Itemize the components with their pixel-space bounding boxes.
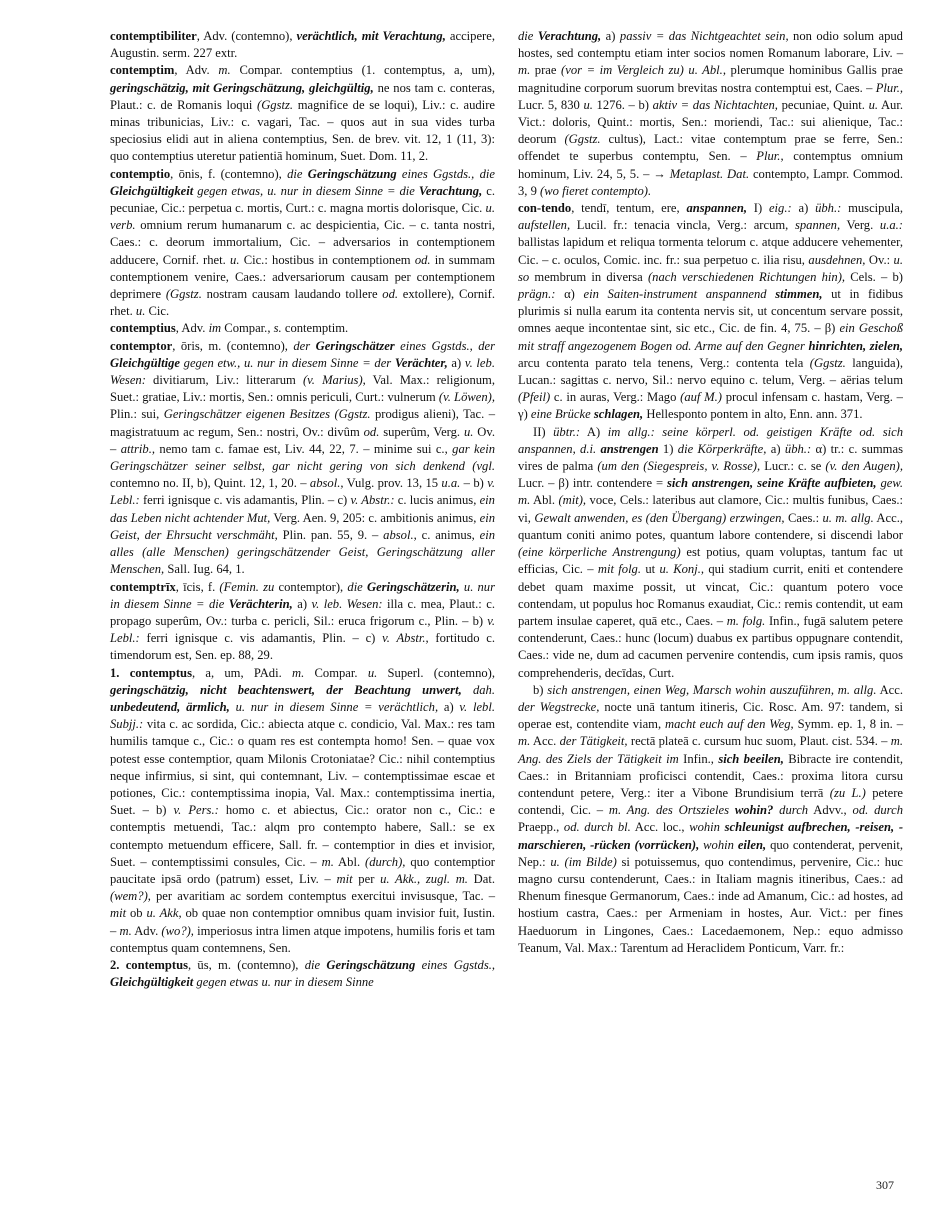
dictionary-entry: b) sich anstrengen, einen Weg, Marsch wohin auszuführen, m. allg. Acc. der Wegstrecke, nocte unā tantum itineris, Cic. Rosc. Am. 97: tandem, si operae est, contendite viam, macht euch auf den Weg, Symm. ep. 1, 8 in. – m. Acc. der Tätigkeit, rectā plateā c. cursum huc suom, Plaut. cist. 534. – m. Ang. des Ziels der Tätigkeit im Infin., sich beeilen, Bibracte ire contendit, Caes.: in Britanniam proficisci contendit, Caes.: proxima litora cursu contendunt petere, Verg.: iter a Vibone Brundisium terrā (zu L.) petere contendi, Cic. – m. Ang. des Ortszieles wohin? durch Advv., od. durch Praepp., od. durch bl. Acc. loc., wohin schleunigst aufbrechen, -reisen, -marschieren, -rücken (vorrücken), wohin eilen, quo contenderat, pervenit, Nep.: u. (im Bilde) si potuissemus, quo contendimus, pervenire, Cic.: huc magno cursu contenderunt, Caes.: in Italiam magnis itineribus, Caes.: ad Rhenum finesque Germanorum, Caes.: inde ad Amanum, Cic.: ad hostes, ad hostium castra, Caes.: per Armeniam in hostes, Aur. Vict.: per fines Haeduorum in Lingones, Caes.: Lacedaemonem, Nep.: equo admisso Teanum, Val. Max.: Tarentum ad Heraclidem Ponticum, Varr. fr.: [518, 682, 904, 955]
dictionary-entry: contemptim, Adv. m. Compar. contemptius (1. contemptus, a, um), geringschätzig, mit Geringschätzung, gleichgültig, ne nos tam c. conteras, Plaut.: c. de Romanis loqui (Ggstz. magnifice de se loqui), Liv.: c. audire minas tribunicias, Liv.: c. vagari, Tac. – quos aut in sua vides turba speciosius elidi aut in aliena contemptius, Sen. de brev. vit. 12, 1 (11, 3): quo contemptius uteretur patientiā hominum, Suet. Dom. 11, 2. [110, 63, 495, 164]
dictionary-entry: 2. contemptus, ūs, m. (contemno), die Geringschätzung eines Ggstds., Gleichgültigkeit gegen etwas u. nur in diesem Sinne [110, 957, 496, 990]
dictionary-entry: contemptrīx, īcis, f. (Femin. zu contemptor), die Geringschätzerin, u. nur in diesem Sinne = die Verächterin, a) v. leb. Wesen: illa c. mea, Plaut.: c. propago superûm, Ov.: turba c. pericli, Sil.: eruca frigorum c., Plin. – b) v. Lebl.: ferri ignisque c. vis adamantis, Plin. – c) v. Abstr., fortitudo c. timendorum est, Sen. ep. 88, 29. [110, 579, 496, 663]
dictionary-entry: die Verachtung, a) passiv = das Nichtgeachtet sein, non odio solum apud hostes, sed contemptu etiam inter socios nomen Romanum laborare, Liv. – m. prae (vor = im Vergleich zu) u. Abl., plerumque hominibus Gallis prae magnitudine corporum suorum brevitas nostra contemptui est, Caes. – Plur., Lucr. 5, 830 u. 1276. – b) aktiv = das Nichtachten, pecuniae, Quint. u. Aur. Vict.: doloris, Quint.: mortis, Sen.: moriendi, Tac.: sui alienique, Tac.: deorum (Ggstz. cultus), Lact.: vitae contemptum prae se ferre, Sen.: offendet te superbus contemptu, Sen. – Plur., contemptus omnium hominum, Liv. 24, 5, 5. – → Metaplast. Dat. contempto, Lampr. Commod. 3, 9 (wo fieret contempto). [518, 29, 904, 198]
dictionary-entry: contemptius, Adv. im Compar., s. contemptim. [110, 321, 349, 336]
dictionary-entry: contemptibiliter, Adv. (contemno), verächtlich, mit Verachtung, accipere, Augustin. serm. 227 extr. [110, 29, 495, 61]
dictionary-entry: 1. contemptus, a, um, PAdi. m. Compar. u. Superl. (contemno), geringschätzig, nicht beachtenswert, der Beachtung unwert, dah. unbedeutend, ärmlich, u. nur in diesem Sinne = verächtlich, a) v. lebl. Subjj.: vita c. ac sordida, Cic.: abiecta atque c. condicio, Val. Max.: res tam humilis tamque c., Cic.: o quam res est contempta homo! Sen. – quae vox potest esse contemptior, quam Milonis Crotoniatae? Cic.: nihil contemptius neque infirmius, si sint, qui contemnant, Liv. – contemptissimae escae et potiones, Cic.: contemptissima inopia, Val. Max.: contemptissima inertia, Suet. – b) v. Pers.: homo c. et abiectus, Cic.: orator non c., Cic.: e contemptis metuendi, Tac.: alqm pro contempto habere, Sall.: se ex contempto metuendum efficere, Sall. fr. – contemptior in dies et invisior, Suet. – contemptissimi consules, Cic. – m. Abl. (durch), quo contemptior paucitate ipsā ordo (patrum) esset, Liv. – mit per u. Akk., zugl. m. Dat. (wem?), per avaritiam ac sordem contemptus exercitui invisusque, Tac. – mit ob u. Akk, ob quae non contemptior omnibus quam invisior fuit, Iustin. – m. Adv. (wo?), imperiosus intra limen atque impotens, humilis foris et tam contemptus quam contemnens, Sen. [110, 665, 496, 955]
dictionary-entry: contemptio, ōnis, f. (contemno), die Geringschätzung eines Ggstds., die Gleichgültigkeit gegen etwas, u. nur in diesem Sinne = die Verachtung, c. pecuniae, Cic.: perpetua c. mortis, Curt.: c. magna mortis dolorisque, Cic. u. verb. omnium rerum humanarum c. ac despicientia, Cic. – c. tanta nostri, Caes.: c. deorum immortalium, Cic. – adversarios in contemptionem adducere, Cornif. rhet. u. Cic.: hostibus in contemptionem od. in summam contemptionem venire, Caes.: adversariorum causam per contemptionem deprimere (Ggstz. nostram causam laudando tollere od. extollere), Cornif. rhet. u. Cic. [110, 166, 495, 319]
dictionary-entry: contemptor, ōris, m. (contemno), der Geringschätzer eines Ggstds., der Gleichgültige gegen etw., u. nur in diesem Sinne = der Verächter, a) v. leb. Wesen: divitiarum, Liv.: litterarum (v. Marius), Val. Max.: religionum, Suet.: gratiae, Liv.: mortis, Sen.: omnis periculi, Curt.: vulnerum (v. Löwen), Plin.: sui, Geringschätzer eigenen Besitzes (Ggstz. prodigus alieni), Tac. – magistratuum ac regum, Sen.: nostri, Ov.: divûm od. superûm, Verg. u. Ov. – attrib., nemo tam c. famae est, Liv. 44, 22, 7. – minime sui c., gar kein Geringschätzer seiner selbst, gar nicht gering von sich denkend (vgl. contemno no. II, b), Quint. 12, 1, 20. – absol., Vulg. prov. 13, 15 u.a. – b) v. Lebl.: ferri ignisque c. vis adamantis, Plin. – c) v. Abstr.: c. lucis animus, ein das Leben nicht achtender Mut, Verg. Aen. 9, 205: c. ambitionis animus, ein Geist, der Ehrsucht verschmäht, Plin. pan. 55, 9. – absol., c. animus, ein alles (alle Menschen) geringschätzender Geist, Geringschätzung aller Menschen, Sall. Iug. 64, 1. [110, 338, 496, 577]
dictionary-entry: con-tendo, tendī, tentum, ere, anspannen, I) eig.: a) übh.: muscipula, aufstellen, Lucil. fr.: tenacia vincla, Verg.: arcum, spannen, Verg. u.a.: ballistas lapidum et reliqua tormenta telorum c. atque adducere vehementer, Cic. – c. oculos, Comic. inc. fr.: sua perpetuo c. ilia risu, ausdehnen, Ov.: u. so membrum in diversa (nach verschiedenen Richtungen hin), Cels. – b) prägn.: α) ein Saiten-instrument anspannend stimmen, ut in fidibus plurimis si nulla earum ita contenta nervis sit, ut concentum servare possit, omnes aeque incontentae sint, sic etc., Cic. de fin. 4, 75. – β) ein Geschoß mit straff angezogenem Bogen od. Arme auf den Gegner hinrichten, zielen, arcu contenta parato tela tenens, Verg.: contenta tela (Ggstz. languida), Lucan.: sagittas c. nervo, Sil.: nervo equino c. telum, Verg. – aërias telum (Pfeil) c. in auras, Verg.: Mago (auf M.) procul infensam c. hastam, Verg. – γ) eine Brücke schlagen, Hellesponto pontem in alto, Enn. ann. 371. [518, 201, 903, 422]
page-number: 307 [876, 1178, 894, 1192]
dictionary-entry: II) übtr.: A) im allg.: seine körperl. od. geistigen Kräfte od. sich anspannen, d.i. anstrengen 1) die Körperkräfte, a) übh.: α) tr.: c. summas vires de palma (um den (Siegespreis, v. Rosse), Lucr.: c. se (v. den Augen), Lucr. – β) intr. contendere = sich anstrengen, seine Kräfte aufbieten, gew. m. Abl. (mit), voce, Cels.: lateribus aut clamore, Cic.: multis funibus, Caes.: vi, Gewalt anwenden, es (den Übergang) erzwingen, Caes.: u. m. allg. Acc., quantum coniti animo potes, quantum labore contendere, si discendi labor (eine körperliche Anstrengung) est potius, quam voluptas, tantum fac ut efficias, Cic. – mit folg. ut u. Konj., qui stadium currit, eniti et contendere debet quam maxime possit, ut vincat, Cic.: quantum potero voce contendam, ut populus hoc Romanus exaudiat, Cic.: remis contendit, ut eam partem insulae caperet, quā etc., Caes. – m. folg. Infin., fugā salutem petere contenderunt, Caes.: hunc (locum) duabus ex partibus oppugnare contendit, Caes.: vide ne, dum ad cacumen pervenire contendis, cum ipsis ramis, quos comprehenderis, decīdas, Curt. [518, 424, 904, 680]
left-column [110, 28, 495, 991]
right-column [518, 28, 903, 957]
